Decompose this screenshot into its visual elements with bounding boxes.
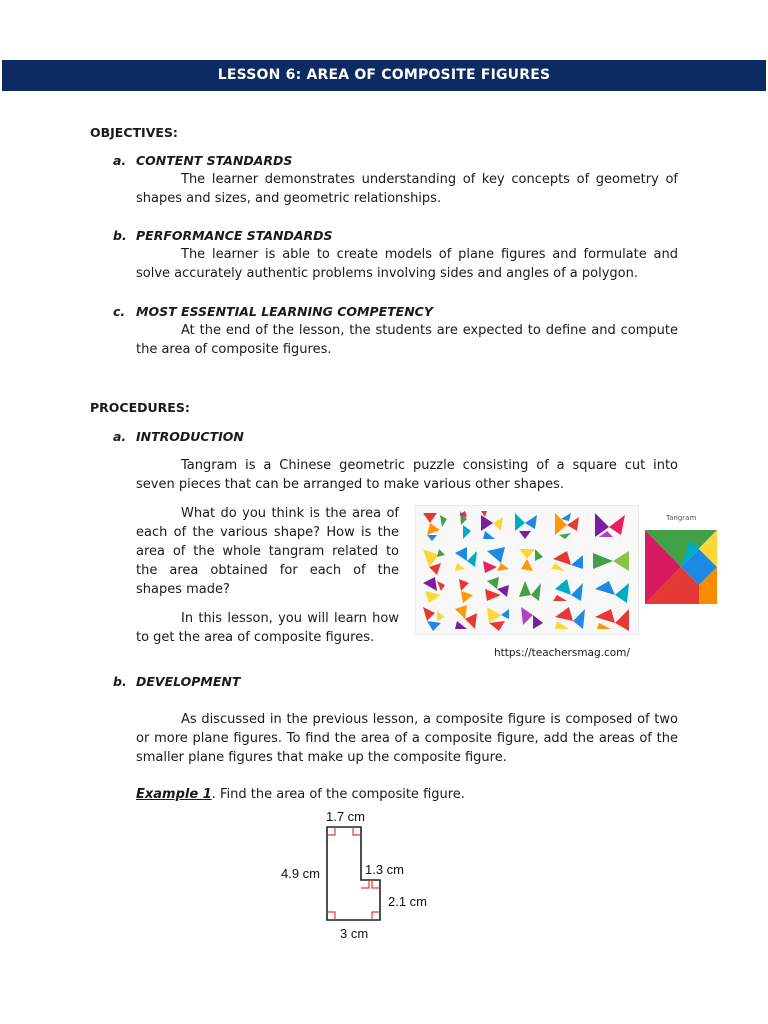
performance-standards-title — [113, 228, 333, 243]
tangram-caption: Tangram — [666, 514, 697, 522]
example-1-prompt — [136, 785, 465, 804]
development-title — [113, 674, 240, 689]
development-paragraph: As discussed in the previous lesson, a composite figure is composed of two or more plane figures. To find the area of a composite figure, add the areas of the smaller plane figures that make up the composite figure. — [136, 712, 678, 765]
item-letter: a. — [113, 429, 127, 444]
content-standards-text: The learner demonstrates understanding of key concepts of geometry of shapes and sizes, and geometric relationships. — [136, 172, 678, 206]
item-title: CONTENT STANDARDS — [136, 153, 293, 168]
dim-left-label: 4.9 cm — [281, 866, 321, 881]
item-title: MOST ESSENTIAL LEARNING COMPETENCY — [136, 304, 433, 319]
procedures-heading: PROCEDURES: — [90, 400, 190, 415]
item-title: INTRODUCTION — [136, 429, 244, 444]
item-letter: c. — [113, 304, 126, 319]
introduction-question: What do you think is the area of each of the various shape? How is the area of the whole tangram related to the area obtained for each of the shapes made? — [136, 506, 399, 597]
dim-top-label: 1.7 cm — [326, 809, 366, 824]
composite-figure-diagram — [270, 805, 450, 945]
item-letter: b. — [113, 674, 127, 689]
item-title: DEVELOPMENT — [136, 674, 241, 689]
melc-title — [113, 304, 433, 319]
performance-standards-text: The learner is able to create models of plane figures and formulate and solve accurately authentic problems involving sides and angles of a polygon. — [136, 247, 678, 281]
item-letter: a. — [113, 153, 127, 168]
image-source-link[interactable]: https://teachersmag.com/ — [494, 647, 630, 659]
lesson-title-banner: LESSON 6: AREA OF COMPOSITE FIGURES — [2, 60, 766, 91]
example-label: Example 1 — [136, 787, 212, 802]
introduction-title — [113, 429, 244, 444]
introduction-lesson-note: In this lesson, you will learn how to get the area of composite figures. — [136, 611, 399, 645]
example-text: . Find the area of the composite figure. — [211, 787, 465, 802]
content-standards-title — [113, 153, 292, 168]
item-title: PERFORMANCE STANDARDS — [136, 228, 333, 243]
dim-right-label: 2.1 cm — [388, 894, 428, 909]
dim-step-label: 1.3 cm — [365, 862, 405, 877]
item-letter: b. — [113, 228, 127, 243]
tangram-shapes-image — [415, 505, 639, 635]
objectives-heading: OBJECTIVES: — [90, 125, 178, 140]
introduction-paragraph: Tangram is a Chinese geometric puzzle consisting of a square cut into seven pieces that can be arranged to make various other shapes. — [136, 458, 678, 492]
dim-bottom-label: 3 cm — [340, 926, 369, 941]
tangram-square-image — [645, 530, 717, 604]
melc-text: At the end of the lesson, the students are expected to define and compute the area of composite figures. — [136, 323, 678, 357]
